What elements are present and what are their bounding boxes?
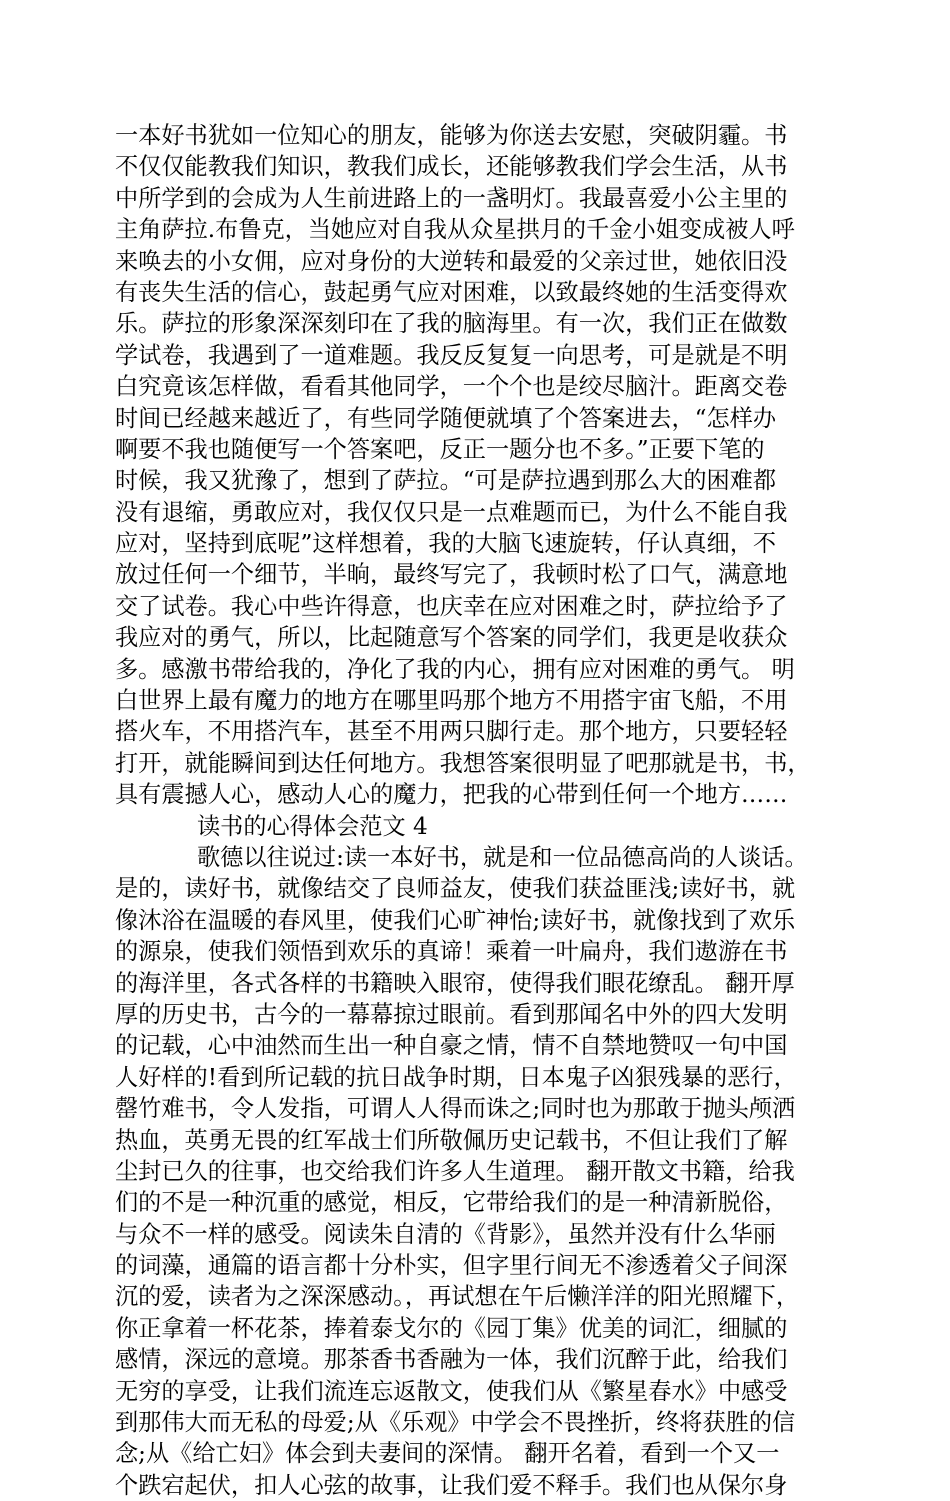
text-line: 搭火车，不用搭汽车，甚至不用两只脚行走。那个地方，只要轻轻 [115, 718, 788, 746]
text-line: 不仅仅能教我们知识，教我们成长，还能够教我们学会生活，从书 [115, 153, 788, 181]
text-line: 沉的爱，读者为之深深感动。，再试想在午后懒洋洋的阳光照耀下， [115, 1283, 800, 1311]
text-line: 个跌宕起伏，扣人心弦的故事，让我们爱不释手。我们也从保尔身 [115, 1471, 788, 1499]
text-line: 主角萨拉.布鲁克，当她应对自我从众星拱月的千金小姐变成被人呼 [115, 216, 795, 244]
text-line: 像沐浴在温暖的春风里，使我们心旷神怡;读好书，就像找到了欢乐 [115, 906, 796, 934]
text-line: 有丧失生活的信心，鼓起勇气应对困难，以致最终她的生活变得欢 [115, 278, 788, 306]
text-line: 多。感激书带给我的，净化了我的内心，拥有应对困难的勇气。 明 [115, 655, 795, 683]
text-line: 是的，读好书，就像结交了良师益友，使我们获益匪浅;读好书，就 [115, 875, 796, 903]
text-line: 念;从《给亡妇》体会到夫妻间的深情。 翻开名着，看到一个又一 [115, 1440, 780, 1468]
section-heading: 读书的心得体会范文 4 [197, 812, 428, 840]
text-line: 啊要不我也随便写一个答案吧，反正一题分也不多。”正要下笔的 [115, 435, 765, 463]
text-line: 打开，就能瞬间到达任何地方。我想答案很明显了吧那就是书，书， [115, 749, 811, 777]
text-line: 的词藻，通篇的语言都十分朴实，但字里行间无不渗透着父子间深 [115, 1252, 788, 1280]
text-line: 白世界上最有魔力的地方在哪里吗那个地方不用搭宇宙飞船，不用 [115, 687, 788, 715]
text-line: 无穷的享受，让我们流连忘返散文，使我们从《繁星春水》中感受 [115, 1377, 788, 1405]
text-line: 到那伟大而无私的母爱;从《乐观》中学会不畏挫折，终将获胜的信 [115, 1409, 796, 1437]
text-line: 交了试卷。我心中些许得意，也庆幸在应对困难之时，萨拉给予了 [115, 592, 788, 620]
text-line: 放过任何一个细节，半晌，最终写完了，我顿时松了口气，满意地 [115, 561, 788, 589]
text-line: 罄竹难书，令人发指，可谓人人得而诛之;同时也为那敢于抛头颅洒 [115, 1095, 796, 1123]
document-body [115, 120, 835, 1501]
text-line: 热血，英勇无畏的红军战士们所敬佩历史记载书，不但让我们了解 [115, 1126, 788, 1154]
text-line: 们的不是一种沉重的感觉，相反，它带给我们的是一种清新脱俗， [115, 1189, 788, 1217]
text-line: 的海洋里，各式各样的书籍映入眼帘，使得我们眼花缭乱。 翻开厚 [115, 969, 795, 997]
text-line: 我应对的勇气，所以，比起随意写个答案的同学们，我更是收获众 [115, 624, 788, 652]
text-line: 来唤去的小女佣，应对身份的大逆转和最爱的父亲过世，她依旧没 [115, 247, 788, 275]
text-line: 时间已经越来越近了，有些同学随便就填了个答案进去，“怎样办 [115, 404, 777, 432]
text-line: 人好样的!看到所记载的抗日战争时期，日本鬼子凶狠残暴的恶行， [115, 1063, 797, 1091]
text-line: 具有震撼人心，感动人心的魔力，把我的心带到任何一个地方…… [115, 781, 788, 809]
text-line: 的源泉，使我们领悟到欢乐的真谛！乘着一叶扁舟，我们遨游在书 [115, 938, 788, 966]
text-line: 没有退缩，勇敢应对，我仅仅只是一点难题而已，为什么不能自我 [115, 498, 788, 526]
text-line: 感情，深远的意境。那茶香书香融为一体，我们沉醉于此，给我们 [115, 1346, 788, 1374]
text-line: 乐。萨拉的形象深深刻印在了我的脑海里。有一次，我们正在做数 [115, 310, 788, 338]
text-line: 的记载，心中油然而生出一种自豪之情，情不自禁地赞叹一句中国 [115, 1032, 788, 1060]
text-line: 厚的历史书，古今的一幕幕掠过眼前。看到那闻名中外的四大发明 [115, 1000, 788, 1028]
text-line: 歌德以往说过:读一本好书，就是和一位品德高尚的人谈话。 [197, 843, 808, 871]
text-line: 应对，坚持到底呢”这样想着，我的大脑飞速旋转，仔认真细，不 [115, 530, 777, 558]
text-line: 你正拿着一杯花茶，捧着泰戈尔的《园丁集》优美的词汇，细腻的 [115, 1314, 788, 1342]
text-line: 尘封已久的往事，也交给我们许多人生道理。 翻开散文书籍，给我 [115, 1157, 795, 1185]
text-line: 学试卷，我遇到了一道难题。我反反复复一向思考，可是就是不明 [115, 341, 788, 369]
text-line: 中所学到的会成为人生前进路上的一盏明灯。我最喜爱小公主里的 [115, 184, 788, 212]
text-line: 时候，我又犹豫了，想到了萨拉。“可是萨拉遇到那么大的困难都 [115, 467, 777, 495]
text-line: 一本好书犹如一位知心的朋友，能够为你送去安慰，突破阴霾。书 [115, 122, 788, 149]
text-line: 白究竟该怎样做，看看其他同学，一个个也是绞尽脑汁。距离交卷 [115, 373, 788, 401]
text-line: 与众不一样的感受。阅读朱自清的《背影》，虽然并没有什么华丽 [115, 1220, 776, 1248]
